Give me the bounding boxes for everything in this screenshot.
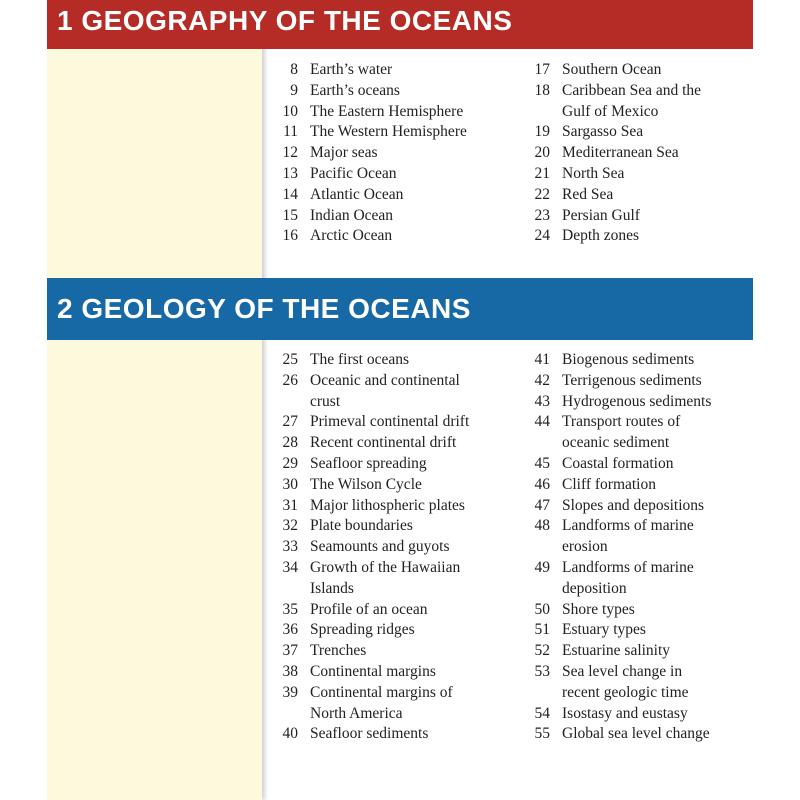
entry-title xyxy=(310,600,428,621)
entry-title xyxy=(310,454,427,475)
entry-title-line: Sea level change in xyxy=(562,662,683,680)
page-number: 16 xyxy=(282,227,298,245)
entry-title xyxy=(562,620,646,641)
toc-entry xyxy=(520,185,760,206)
entry-title-line: Indian Ocean xyxy=(310,206,394,224)
entry-title xyxy=(310,206,393,227)
toc-entry xyxy=(520,454,760,475)
entry-title-line: Estuary types xyxy=(562,621,646,639)
entry-title xyxy=(562,516,694,558)
entry-title-line: The Eastern Hemisphere xyxy=(310,102,464,120)
entry-title xyxy=(310,724,428,745)
toc-entry xyxy=(520,143,760,164)
entry-title xyxy=(310,662,436,683)
entry-title xyxy=(562,600,635,621)
entry-title-line: Cliff formation xyxy=(562,475,656,493)
toc-entry xyxy=(520,412,760,454)
section-1-column-2 xyxy=(520,60,760,247)
entry-title xyxy=(562,704,688,725)
page-number: 46 xyxy=(534,475,550,493)
toc-entry xyxy=(268,475,518,496)
toc-entry xyxy=(268,102,518,123)
entry-title-line: deposition xyxy=(562,579,627,597)
page-number: 38 xyxy=(282,662,298,680)
toc-entry xyxy=(520,724,760,745)
toc-entry xyxy=(268,600,518,621)
entry-title xyxy=(310,60,392,81)
page-number: 50 xyxy=(534,600,550,618)
page-number: 29 xyxy=(282,454,298,472)
entry-title xyxy=(310,641,366,662)
entry-title xyxy=(562,122,643,143)
entry-title-line: Continental margins of xyxy=(310,683,453,701)
entry-title-line: Transport routes of xyxy=(562,413,681,431)
page-number: 20 xyxy=(534,144,550,162)
toc-entry xyxy=(268,516,518,537)
entry-title xyxy=(562,350,694,371)
toc-entry xyxy=(520,60,760,81)
entry-title-line: erosion xyxy=(562,538,608,556)
page-number: 55 xyxy=(534,725,550,743)
entry-title xyxy=(310,226,392,247)
entry-title-line: Biogenous sediments xyxy=(562,351,695,368)
entry-title xyxy=(310,433,456,454)
entry-title-line: Caribbean Sea and the xyxy=(562,81,702,99)
entry-title-line: The first oceans xyxy=(310,351,409,368)
toc-entry xyxy=(268,433,518,454)
page-number: 43 xyxy=(534,392,550,410)
entry-title-line: oceanic sediment xyxy=(562,434,670,452)
entry-title xyxy=(310,122,467,143)
entry-title xyxy=(562,641,670,662)
toc-entry xyxy=(268,122,518,143)
entry-title xyxy=(562,371,702,392)
toc-entry xyxy=(268,350,518,371)
entry-title-line: Seafloor sediments xyxy=(310,725,429,743)
entry-title-line: Slopes and depositions xyxy=(562,496,705,514)
page-number: 53 xyxy=(534,662,550,680)
entry-title xyxy=(562,164,624,185)
entry-title xyxy=(310,81,400,102)
toc-entry xyxy=(520,371,760,392)
entry-title-line: Primeval continental drift xyxy=(310,413,470,431)
entry-title-line: Trenches xyxy=(310,642,367,660)
page-number: 37 xyxy=(282,642,298,660)
page-number: 25 xyxy=(282,351,298,368)
entry-title-line: Depth zones xyxy=(562,227,640,245)
toc-entry xyxy=(268,60,518,81)
section-2-column-2 xyxy=(520,350,760,745)
page-number: 44 xyxy=(534,413,550,431)
toc-entry xyxy=(268,537,518,558)
page-number: 40 xyxy=(282,725,298,743)
page-number: 28 xyxy=(282,434,298,452)
toc-entry xyxy=(268,206,518,227)
entry-title-line: Growth of the Hawaiian xyxy=(310,558,461,576)
toc-entry xyxy=(268,143,518,164)
entry-title-line: North Sea xyxy=(562,164,625,182)
entry-title-line: Landforms of marine xyxy=(562,517,694,535)
entry-title xyxy=(562,454,674,475)
toc-entry xyxy=(268,558,518,600)
entry-title xyxy=(562,724,710,745)
page-number: 32 xyxy=(282,517,298,535)
entry-title-line: recent geologic time xyxy=(562,683,689,701)
page-number: 18 xyxy=(534,81,550,99)
toc-entry xyxy=(520,641,760,662)
entry-title-line: Global sea level change xyxy=(562,725,710,743)
page-number: 21 xyxy=(534,164,550,182)
page-number: 45 xyxy=(534,454,550,472)
page-number: 35 xyxy=(282,600,298,618)
toc-entry xyxy=(520,392,760,413)
page-number: 12 xyxy=(282,144,298,162)
toc-entry xyxy=(520,600,760,621)
entry-title-line: Earth’s water xyxy=(310,61,393,78)
toc-entry xyxy=(268,496,518,517)
entry-title-line: Red Sea xyxy=(562,185,614,203)
entry-title-line: Continental margins xyxy=(310,662,436,680)
entry-title xyxy=(310,475,422,496)
page-number: 39 xyxy=(282,683,298,701)
page-number: 22 xyxy=(534,185,550,203)
page-number: 49 xyxy=(534,558,550,576)
page-number: 48 xyxy=(534,517,550,535)
toc-entry xyxy=(268,412,518,433)
toc-entry xyxy=(268,164,518,185)
entry-title-line: Gulf of Mexico xyxy=(562,102,659,120)
page-number: 14 xyxy=(282,185,298,203)
entry-title xyxy=(310,371,460,413)
entry-title xyxy=(562,392,711,413)
toc-entry xyxy=(520,226,760,247)
toc-entry xyxy=(268,662,518,683)
entry-title-line: The Wilson Cycle xyxy=(310,475,422,493)
toc-entry xyxy=(520,558,760,600)
entry-title-line: Mediterranean Sea xyxy=(562,144,679,162)
page-number: 34 xyxy=(282,558,298,576)
entry-title xyxy=(310,143,378,164)
entry-title-line: The Western Hemisphere xyxy=(310,123,467,141)
entry-title xyxy=(310,164,397,185)
page-number: 17 xyxy=(534,61,550,78)
toc-entry xyxy=(520,496,760,517)
entry-title-line: Arctic Ocean xyxy=(310,227,393,245)
page-number: 13 xyxy=(282,164,298,182)
entry-title-line: Shore types xyxy=(562,600,635,618)
toc-entry xyxy=(520,704,760,725)
toc-entry xyxy=(268,226,518,247)
entry-title xyxy=(310,558,460,600)
entry-title-line: Southern Ocean xyxy=(562,61,662,78)
entry-title xyxy=(310,102,463,123)
entry-title xyxy=(562,206,640,227)
entry-title xyxy=(310,412,469,433)
entry-title-line: Earth’s oceans xyxy=(310,81,400,99)
section-2-column-1 xyxy=(268,350,518,745)
entry-title-line: Oceanic and continental xyxy=(310,371,460,389)
entry-title xyxy=(562,558,694,600)
page-number: 19 xyxy=(534,123,550,141)
toc-entry xyxy=(268,371,518,413)
entry-title-line: Coastal formation xyxy=(562,454,674,472)
page-number: 26 xyxy=(282,371,298,389)
page-number: 36 xyxy=(282,621,298,639)
entry-title xyxy=(562,412,680,454)
entry-title xyxy=(310,516,413,537)
page-number: 30 xyxy=(282,475,298,493)
toc-entry xyxy=(268,185,518,206)
toc-entry xyxy=(268,454,518,475)
entry-title xyxy=(310,496,465,517)
entry-title-line: Seamounts and guyots xyxy=(310,538,450,556)
entry-title-line: Landforms of marine xyxy=(562,558,694,576)
page-number: 9 xyxy=(290,81,298,99)
entry-title-line: crust xyxy=(310,392,341,410)
entry-title-line: Major seas xyxy=(310,144,378,162)
toc-entry xyxy=(268,641,518,662)
entry-title xyxy=(310,185,403,206)
entry-title xyxy=(310,350,409,371)
entry-title xyxy=(310,620,415,641)
toc-entry xyxy=(520,122,760,143)
entry-title xyxy=(562,185,613,206)
entry-title-line: Persian Gulf xyxy=(562,206,640,224)
page-number: 33 xyxy=(282,538,298,556)
page-number: 41 xyxy=(534,351,550,368)
page-number: 31 xyxy=(282,496,298,514)
entry-title xyxy=(310,537,450,558)
entry-title xyxy=(562,662,689,704)
toc-entry xyxy=(268,81,518,102)
entry-title-line: Terrigenous sediments xyxy=(562,371,702,389)
entry-title xyxy=(562,81,701,123)
entry-title-line: Sargasso Sea xyxy=(562,123,644,141)
entry-title xyxy=(562,143,679,164)
section-1-column-1 xyxy=(268,60,518,247)
entry-title-line: Spreading ridges xyxy=(310,621,415,639)
toc-entry xyxy=(520,516,760,558)
entry-title-line: Seafloor spreading xyxy=(310,454,427,472)
toc-entry xyxy=(520,662,760,704)
toc-entry xyxy=(520,164,760,185)
page-number: 23 xyxy=(534,206,550,224)
page-number: 47 xyxy=(534,496,550,514)
page-number: 27 xyxy=(282,413,298,431)
toc-entry xyxy=(520,206,760,227)
section-1-heading: 1 GEOGRAPHY OF THE OCEANS xyxy=(47,0,753,49)
entry-title-line: Pacific Ocean xyxy=(310,164,397,182)
entry-title xyxy=(562,226,639,247)
page-number: 15 xyxy=(282,206,298,224)
entry-title-line: Plate boundaries xyxy=(310,517,413,535)
toc-entry xyxy=(520,350,760,371)
entry-title-line: Isostasy and eustasy xyxy=(562,704,688,722)
left-margin-panel xyxy=(47,0,262,800)
page-number: 42 xyxy=(534,371,550,389)
toc-entry xyxy=(268,724,518,745)
entry-title-line: Major lithospheric plates xyxy=(310,496,465,514)
toc-entry xyxy=(520,475,760,496)
toc-entry xyxy=(520,81,760,123)
entry-title xyxy=(562,496,704,517)
page-number: 24 xyxy=(534,227,550,245)
page-number: 54 xyxy=(534,704,550,722)
page-number: 8 xyxy=(290,61,298,78)
entry-title-line: Hydrogenous sediments xyxy=(562,392,712,410)
entry-title-line: Recent continental drift xyxy=(310,434,457,452)
section-2-heading: 2 GEOLOGY OF THE OCEANS xyxy=(47,278,753,340)
entry-title xyxy=(562,475,656,496)
entry-title-line: Atlantic Ocean xyxy=(310,185,404,203)
page-number: 10 xyxy=(282,102,298,120)
entry-title-line: Islands xyxy=(310,579,354,597)
entry-title-line: Profile of an ocean xyxy=(310,600,428,618)
page-number: 52 xyxy=(534,642,550,660)
page-number: 11 xyxy=(283,123,298,141)
toc-entry xyxy=(268,683,518,725)
page-number: 51 xyxy=(534,621,550,639)
entry-title xyxy=(562,60,661,81)
entry-title-line: North America xyxy=(310,704,403,722)
entry-title-line: Estuarine salinity xyxy=(562,642,671,660)
toc-entry xyxy=(268,620,518,641)
toc-entry xyxy=(520,620,760,641)
entry-title xyxy=(310,683,453,725)
